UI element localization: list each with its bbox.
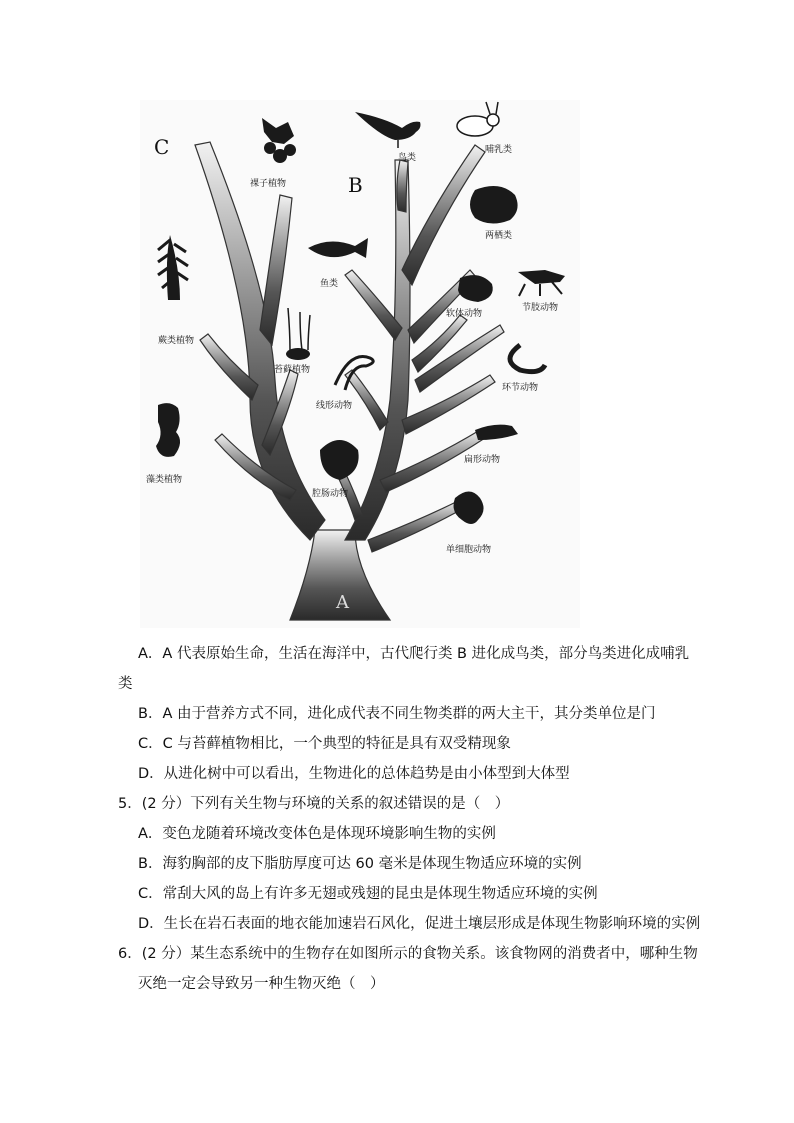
- evolution-tree-svg: [140, 100, 580, 628]
- q5-stem: 5．(2 分）下列有关生物与环境的关系的叙述错误的是（ ）: [118, 796, 510, 812]
- q5-option-c: C．常刮大风的岛上有许多无翅或残翅的昆虫是体现生物适应环境的实例: [138, 886, 598, 902]
- q6-stem-line1: 6．(2 分）某生态系统中的生物存在如图所示的食物关系。该食物网的消费者中，哪种生物: [118, 946, 698, 962]
- label-algae: 藻类植物: [146, 475, 183, 485]
- label-gymnosperm: 裸子植物: [250, 179, 287, 189]
- evolution-tree-figure: [140, 100, 580, 628]
- label-fish: 鱼类: [320, 279, 339, 289]
- label-c: C: [154, 135, 170, 159]
- q4-option-a-line1: A．A 代表原始生命，生活在海洋中，古代爬行类 B 进化成鸟类，部分鸟类进化成哺乳: [138, 646, 690, 662]
- label-bird: 鸟类: [398, 153, 417, 163]
- label-fern: 蕨类植物: [158, 336, 195, 346]
- q4-option-b: B．A 由于营养方式不同，进化成代表不同生物类群的两大主干，其分类单位是门: [138, 706, 656, 722]
- bird-branch: [397, 160, 408, 212]
- label-moss: 苔藓植物: [274, 365, 311, 375]
- q6-stem-line2: 灭绝一定会导致另一种生物灭绝（ ）: [138, 976, 385, 992]
- label-flatworm: 扁形动物: [464, 455, 501, 465]
- label-mollusk: 软体动物: [446, 309, 483, 319]
- label-cnidarian: 腔肠动物: [312, 489, 349, 499]
- label-mammal: 哺乳类: [485, 145, 513, 155]
- frog-icon: [470, 186, 518, 224]
- label-b: B: [348, 173, 363, 197]
- q5-option-d: D．生长在岩石表面的地衣能加速岩石风化，促进土壤层形成是体现生物影响环境的实例: [138, 916, 701, 932]
- q4-option-d: D．从进化树中可以看出，生物进化的总体趋势是由小体型到大体型: [138, 766, 570, 782]
- q4-option-c: C．C 与苔藓植物相比，一个典型的特征是具有双受精现象: [138, 736, 511, 752]
- q4-option-a-line2: 类: [118, 676, 133, 692]
- label-annelid: 环节动物: [502, 383, 539, 393]
- label-a: A: [336, 592, 349, 613]
- label-protozoa: 单细胞动物: [446, 545, 492, 555]
- label-amphibian: 两栖类: [485, 231, 513, 241]
- q5-option-a: A．变色龙随着环境改变体色是体现环境影响生物的实例: [138, 826, 496, 842]
- label-nematode: 线形动物: [316, 401, 353, 411]
- label-arthropod: 节肢动物: [522, 303, 559, 313]
- q5-option-b: B．海豹胸部的皮下脂肪厚度可达 60 毫米是体现生物适应环境的实例: [138, 856, 582, 872]
